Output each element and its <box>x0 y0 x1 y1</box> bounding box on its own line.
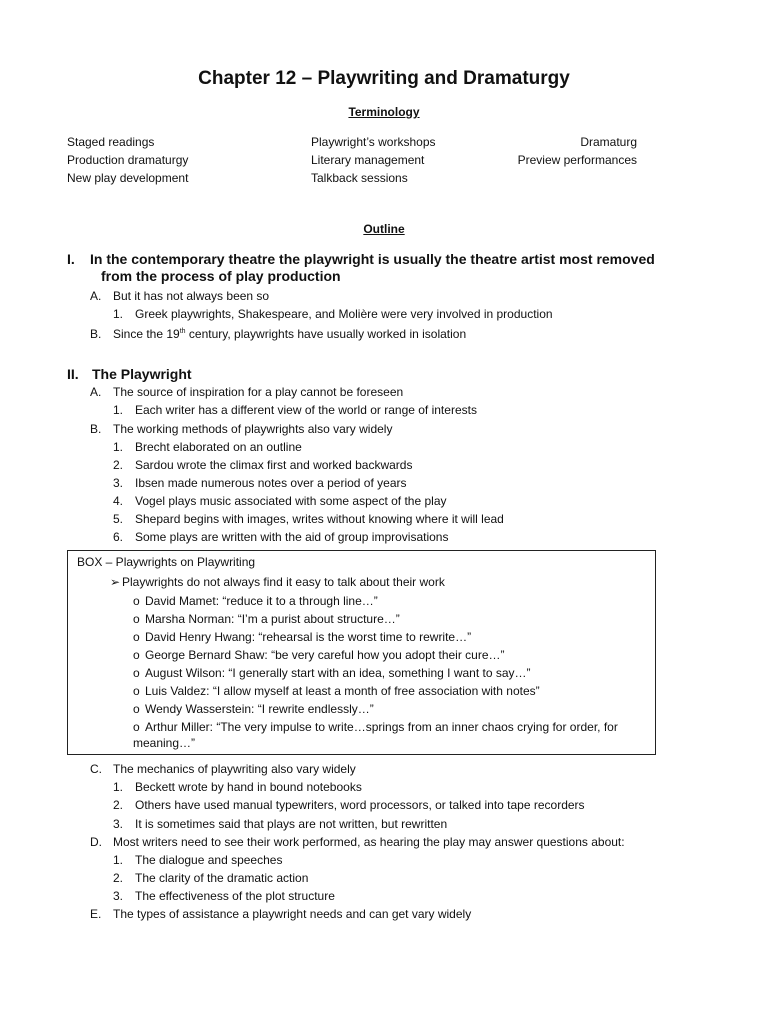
circle-bullet-icon: o <box>133 648 140 662</box>
outline-item: The types of assistance a playwright needs and can get vary widely <box>113 907 472 921</box>
text-fragment: Since the 19 <box>113 327 180 341</box>
term: Staged readings <box>67 135 155 149</box>
outline-marker: 2. <box>113 458 124 472</box>
outline-item: But it has not always been so <box>113 289 270 303</box>
outline-marker: 5. <box>113 512 124 526</box>
outline-item <box>113 327 466 341</box>
term: Production dramaturgy <box>67 153 189 167</box>
outline-marker: 4. <box>113 494 124 508</box>
outline-marker: B. <box>90 422 102 436</box>
circle-bullet-icon: o <box>133 684 140 698</box>
arrow-bullet-icon: ➢ <box>110 575 121 589</box>
outline-heading: Outline <box>363 222 405 236</box>
outline-marker: 3. <box>113 476 124 490</box>
quote-item: August Wilson: “I generally start with an idea, something I want to say…” <box>145 666 531 680</box>
outline-marker: 1. <box>113 780 124 794</box>
outline-marker: 2. <box>113 871 124 885</box>
circle-bullet-icon: o <box>133 612 140 626</box>
outline-marker: 1. <box>113 403 124 417</box>
chapter-title: Chapter 12 – Playwriting and Dramaturgy <box>198 68 570 89</box>
quote-item: Luis Valdez: “I allow myself at least a month of free association with notes” <box>145 684 540 698</box>
term: Talkback sessions <box>311 171 408 185</box>
outline-subitem: The effectiveness of the plot structure <box>135 889 335 903</box>
outline-subitem: Shepard begins with images, writes without knowing where it will lead <box>135 512 504 526</box>
circle-bullet-icon: o <box>133 720 140 734</box>
outline-marker: 1. <box>113 307 124 321</box>
outline-marker: E. <box>90 907 102 921</box>
outline-subitem: Ibsen made numerous notes over a period of years <box>135 476 407 490</box>
box-lead-text: Playwrights do not always find it easy to talk about their work <box>122 575 445 589</box>
outline-subitem: Sardou wrote the climax first and worked backwards <box>135 458 413 472</box>
outline-subitem: Others have used manual typewriters, word processors, or talked into tape recorders <box>135 798 585 812</box>
outline-marker: 3. <box>113 817 124 831</box>
outline-marker: 2. <box>113 798 124 812</box>
term: Dramaturg <box>580 135 637 149</box>
outline-subitem: Beckett wrote by hand in bound notebooks <box>135 780 362 794</box>
term: Preview performances <box>517 153 637 167</box>
outline-subitem: It is sometimes said that plays are not written, but rewritten <box>135 817 448 831</box>
outline-item: The mechanics of playwriting also vary widely <box>113 762 356 776</box>
outline-marker: B. <box>90 327 102 341</box>
text-fragment: century, playwrights have usually worked in isolation <box>185 327 467 341</box>
superscript: th <box>179 328 186 335</box>
circle-bullet-icon: o <box>133 630 140 644</box>
section-1-heading-line-2: from the process of play production <box>101 268 341 284</box>
terminology-heading: Terminology <box>348 105 420 119</box>
outline-marker: A. <box>90 385 102 399</box>
section-2-heading: The Playwright <box>92 366 192 382</box>
circle-bullet-icon: o <box>133 666 140 680</box>
outline-item: Most writers need to see their work performed, as hearing the play may answer questions about: <box>113 835 625 849</box>
quote-item: David Henry Hwang: “rehearsal is the worst time to rewrite…” <box>145 630 472 644</box>
quote-item: David Mamet: “reduce it to a through line…” <box>145 594 378 608</box>
terminology-column-3 <box>480 133 637 169</box>
outline-subitem: Some plays are written with the aid of group improvisations <box>135 530 449 544</box>
quote-item: Wendy Wasserstein: “I rewrite endlessly…” <box>145 702 374 716</box>
outline-subitem: The clarity of the dramatic action <box>135 871 309 885</box>
section-1-marker: I. <box>67 251 75 267</box>
circle-bullet-icon: o <box>133 594 140 608</box>
section-1-heading-line-1: In the contemporary theatre the playwright is usually the theatre artist most removed <box>90 251 655 267</box>
terminology-column-2 <box>311 133 436 187</box>
outline-item: The source of inspiration for a play cannot be foreseen <box>113 385 404 399</box>
circle-bullet-icon: o <box>133 702 140 716</box>
box-title: BOX – Playwrights on Playwriting <box>77 555 256 569</box>
outline-subitem: Vogel plays music associated with some aspect of the play <box>135 494 447 508</box>
quote-item: Marsha Norman: “I’m a purist about structure…” <box>145 612 400 626</box>
section-2-marker: II. <box>67 366 79 382</box>
outline-marker: A. <box>90 289 102 303</box>
term: New play development <box>67 171 189 185</box>
outline-subitem: The dialogue and speeches <box>135 853 283 867</box>
quote-item: George Bernard Shaw: “be very careful how you adopt their cure…” <box>145 648 505 662</box>
outline-marker: D. <box>90 835 102 849</box>
outline-marker: 3. <box>113 889 124 903</box>
quote-item: Arthur Miller: “The very impulse to write…springs from an inner chaos crying for order, for <box>145 720 618 734</box>
terminology-column-1 <box>67 133 188 187</box>
outline-marker: 1. <box>113 440 124 454</box>
outline-marker: C. <box>90 762 102 776</box>
outline-subitem: Greek playwrights, Shakespeare, and Molière were very involved in production <box>135 307 553 321</box>
outline-marker: 6. <box>113 530 124 544</box>
outline-marker: 1. <box>113 853 124 867</box>
outline-item: The working methods of playwrights also vary widely <box>113 422 393 436</box>
outline-subitem: Each writer has a different view of the world or range of interests <box>135 403 477 417</box>
outline-subitem: Brecht elaborated on an outline <box>135 440 302 454</box>
quote-item-continued: meaning…” <box>133 736 196 750</box>
term: Playwright’s workshops <box>311 135 436 149</box>
term: Literary management <box>311 153 425 167</box>
